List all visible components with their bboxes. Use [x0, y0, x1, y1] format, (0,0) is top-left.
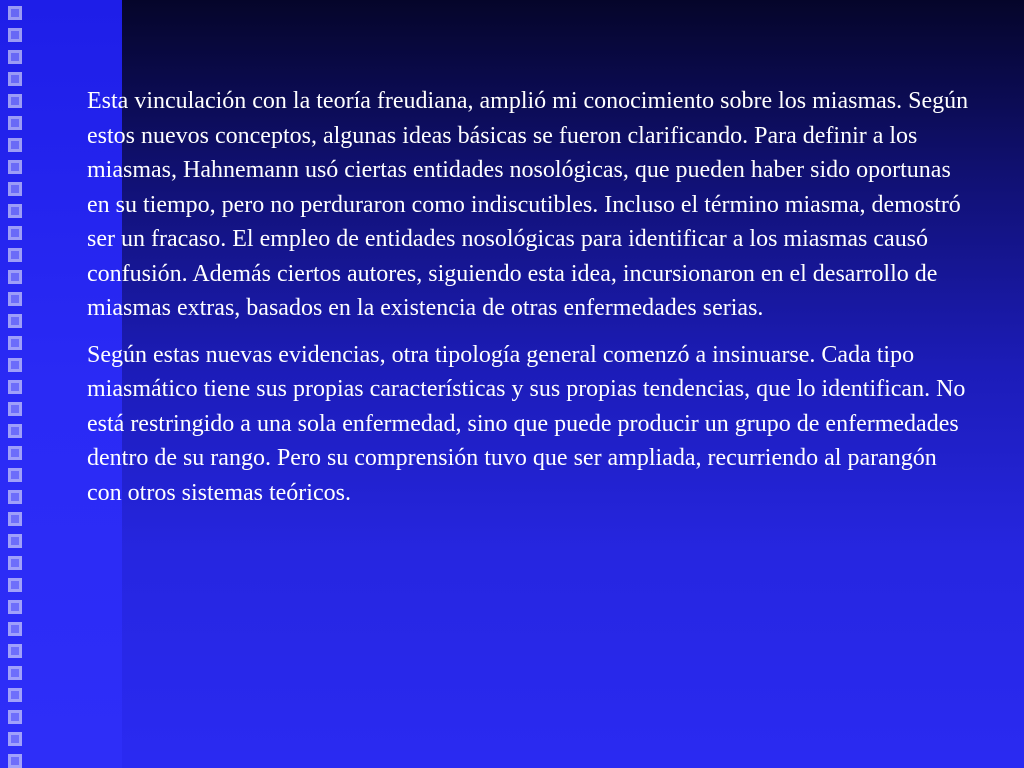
decorative-square: [8, 688, 22, 702]
decorative-square: [8, 512, 22, 526]
decorative-square-inner: [11, 471, 19, 479]
decorative-square: [8, 732, 22, 746]
decorative-square: [8, 116, 22, 130]
decorative-square-inner: [11, 97, 19, 105]
decorative-square: [8, 666, 22, 680]
decorative-square: [8, 600, 22, 614]
decorative-square-inner: [11, 339, 19, 347]
decorative-square-inner: [11, 141, 19, 149]
decorative-square: [8, 6, 22, 20]
decorative-square: [8, 380, 22, 394]
decorative-square-inner: [11, 295, 19, 303]
decorative-square: [8, 424, 22, 438]
paragraph-1: Esta vinculación con la teoría freudiana, amplió mi conocimiento sobre los miasmas. Según estos nuevos conceptos, algunas ideas básicas se fueron clarificando. Para definir a los miasmas, Hahnemann usó ciertas entidades nosológicas, que pueden haber sido oportunas en su tiempo, pero no perduraron como indiscutibles. Incluso el término miasma, demostró ser un fracaso. El empleo de entidades nosológicas para identificar a los miasmas causó confusión. Además ciertos autores, siguiendo esta idea, incursionaron en el desarrollo de miasmas extras, basados en la existencia de otras enfermedades serias.: [87, 88, 969, 321]
decorative-square: [8, 314, 22, 328]
decorative-square: [8, 468, 22, 482]
decorative-square-inner: [11, 603, 19, 611]
decorative-square-inner: [11, 757, 19, 765]
decorative-square: [8, 644, 22, 658]
decorative-square-inner: [11, 515, 19, 523]
decorative-square-column: [8, 0, 26, 768]
decorative-square: [8, 578, 22, 592]
decorative-square-inner: [11, 163, 19, 171]
decorative-square: [8, 754, 22, 768]
decorative-square: [8, 292, 22, 306]
decorative-square: [8, 182, 22, 196]
decorative-square-inner: [11, 669, 19, 677]
decorative-square-inner: [11, 405, 19, 413]
decorative-square: [8, 72, 22, 86]
decorative-square-inner: [11, 713, 19, 721]
slide-body: [87, 84, 972, 522]
decorative-square-inner: [11, 273, 19, 281]
decorative-square: [8, 336, 22, 350]
decorative-square: [8, 556, 22, 570]
decorative-square: [8, 226, 22, 240]
decorative-square: [8, 270, 22, 284]
decorative-square-inner: [11, 383, 19, 391]
decorative-square-inner: [11, 229, 19, 237]
decorative-square-inner: [11, 119, 19, 127]
decorative-square-inner: [11, 559, 19, 567]
decorative-square-inner: [11, 691, 19, 699]
decorative-square: [8, 138, 22, 152]
decorative-square: [8, 358, 22, 372]
decorative-square-inner: [11, 361, 19, 369]
decorative-square: [8, 248, 22, 262]
decorative-square: [8, 50, 22, 64]
decorative-square-inner: [11, 581, 19, 589]
decorative-square: [8, 622, 22, 636]
decorative-square-inner: [11, 185, 19, 193]
decorative-square: [8, 534, 22, 548]
decorative-square-inner: [11, 53, 19, 61]
decorative-square: [8, 402, 22, 416]
decorative-square: [8, 490, 22, 504]
decorative-square-inner: [11, 317, 19, 325]
decorative-square: [8, 28, 22, 42]
decorative-square-inner: [11, 207, 19, 215]
decorative-square-inner: [11, 31, 19, 39]
decorative-square: [8, 710, 22, 724]
decorative-square: [8, 446, 22, 460]
decorative-square-inner: [11, 493, 19, 501]
decorative-square-inner: [11, 427, 19, 435]
decorative-square-inner: [11, 625, 19, 633]
decorative-square-inner: [11, 9, 19, 17]
decorative-square: [8, 160, 22, 174]
decorative-square-inner: [11, 75, 19, 83]
decorative-square: [8, 204, 22, 218]
decorative-square-inner: [11, 449, 19, 457]
decorative-square-inner: [11, 647, 19, 655]
decorative-square-inner: [11, 735, 19, 743]
decorative-square-inner: [11, 537, 19, 545]
decorative-square: [8, 94, 22, 108]
paragraph-2: Según estas nuevas evidencias, otra tipología general comenzó a insinuarse. Cada tipo miasmático tiene sus propias características y sus propias tendencias, que lo identifican. No está restringido a una sola enfermedad, sino que puede producir un grupo de enfermedades dentro de su rango. Pero su comprensión tuvo que ser ampliada, recurriendo al parangón con otros sistemas teóricos.: [87, 341, 966, 506]
decorative-square-inner: [11, 251, 19, 259]
